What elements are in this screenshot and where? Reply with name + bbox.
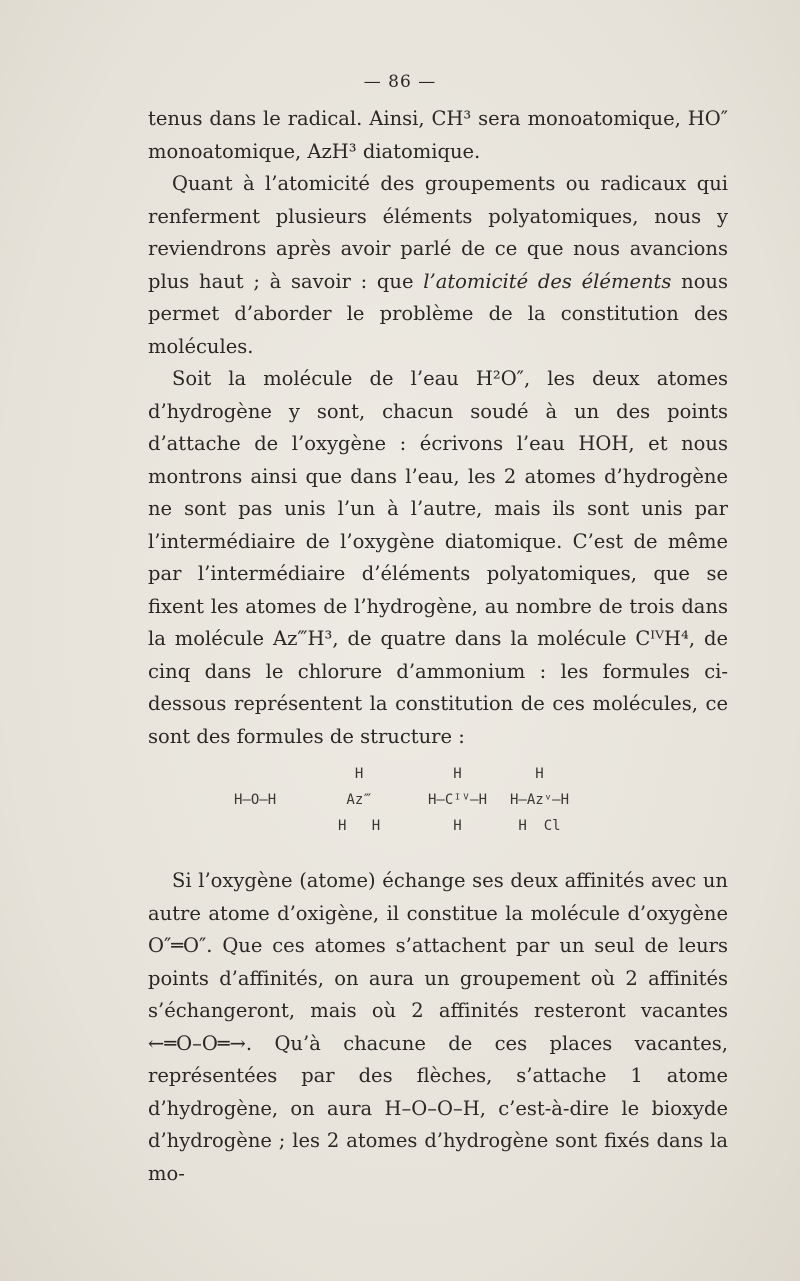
formula-methane-bottom: H <box>453 818 462 834</box>
formula-water-bottom <box>234 813 276 839</box>
paragraph-4: Si l’oxygène (atome) échange ses deux affinités avec un autre atome d’oxigène, il constitue la molécule d’oxygène O″═O″. Que ces atomes s’attachent par un seul de leurs points d’affinités, on aura un groupement où 2 affinités s’échangeront, mais où 2 affinités resteront vacantes ←═O–O═→. Qu’à chacune de ces places vacantes, représentées par des flèches, s’attache 1 atome d’hydrogène, on aura H–O–O–H, c’est-à-dire le bioxyde d’hydrogène ; les 2 atomes d’hydrogène sont fixés dans la mo- <box>148 869 728 1185</box>
paragraph-2-tail: nous permet d’aborder le problème de la constitution des molécules. <box>148 269 728 358</box>
formula-ammonium-bottom: H Cl <box>518 818 561 834</box>
paragraph-2-text: Quant à l’atomicité des groupements ou radicaux qui renferment plusieurs éléments polyatomiques, nous y reviendrons après avoir parlé de ce que nous avancions plus haut ; à savoir : que <box>148 172 728 293</box>
formula-water-middle: H–O–H <box>234 792 277 808</box>
paragraph-1: tenus dans le radical. Ainsi, CH³ sera monoatomique, HO″ monoatomique, AzH³ diatomique. <box>148 107 728 163</box>
paragraph-2 <box>148 168 728 363</box>
body-text <box>148 103 728 1190</box>
paragraph-3: Soit la molécule de l’eau H²O″, les deux atomes d’hydrogène y sont, chacun soudé à un des points d’attache de l’oxygène : écrivons l’eau HOH, et nous montrons ainsi que dans l’eau, les 2 atomes d’hydrogène ne sont pas unis l’un à l’autre, mais ils sont unis par l’intermédiaire de l’oxygène diatomique. C’est de même par l’intermédiaire d’éléments polyatomiques, que se fixent les atomes de l’hydrogène, au nombre de trois dans la molécule Az‴H³, de quatre dans la molécule CᴵⱽH⁴, de cinq dans le chlorure d’ammonium : les formules ci-dessous représentent la constitution de ces molécules, ce sont des formules de structure : <box>148 367 728 748</box>
formula-ammonia-bottom: H H <box>338 818 381 834</box>
page-number: — 86 — <box>363 72 437 92</box>
formula-ammonia <box>338 761 380 839</box>
formula-water-top <box>234 761 276 787</box>
formula-ammonium-middle: H–Azᵛ–H <box>510 792 570 808</box>
formula-methane-middle: H–Cᴵⱽ–H <box>428 792 488 808</box>
formula-ammonium-top: H <box>535 766 544 782</box>
emphasis-atomicity: l’atomicité des éléments <box>423 269 672 293</box>
formula-methane <box>428 761 487 839</box>
formula-ammonium-chloride <box>510 761 569 839</box>
formula-ammonia-top: H <box>354 766 364 782</box>
formula-methane-top: H <box>453 766 462 782</box>
formula-water <box>234 761 276 839</box>
formula-ammonia-middle: Az‴ <box>346 792 372 808</box>
structure-formulas <box>148 757 728 857</box>
